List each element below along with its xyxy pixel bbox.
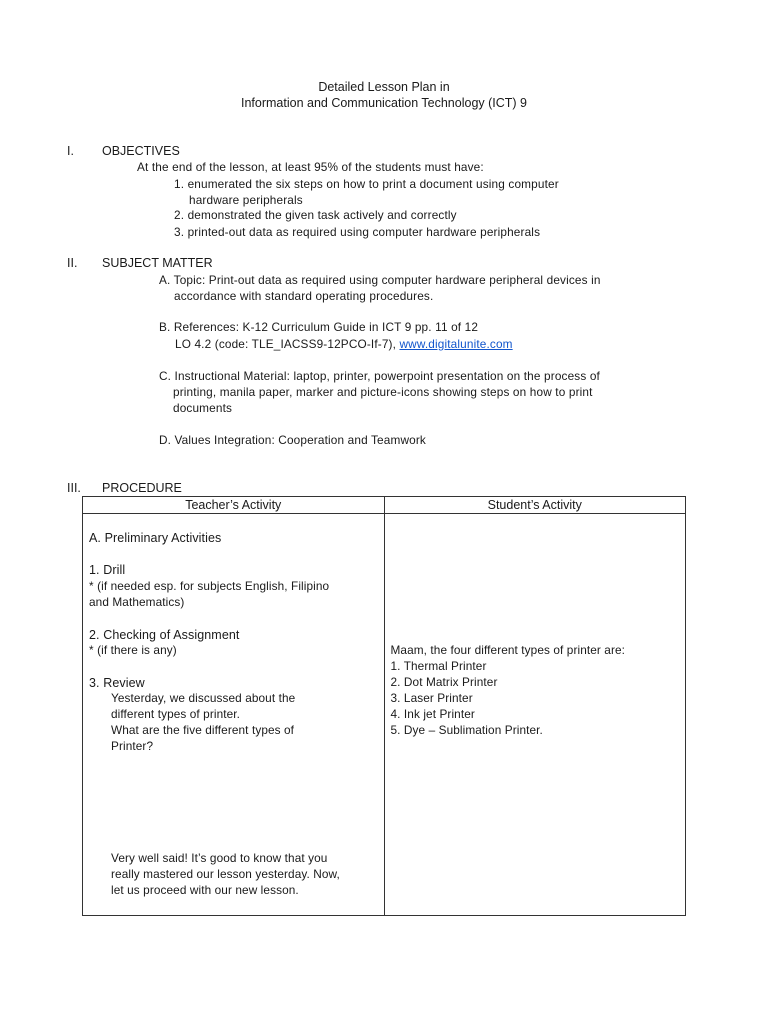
teacher-activity-cell: [83, 514, 385, 916]
review-line: Printer?: [111, 739, 154, 753]
review-line: What are the five different types of: [111, 723, 295, 737]
references-code: LO 4.2 (code: TLE_IACSS9-12PCO-If-7),: [175, 337, 397, 351]
procedure-number: III.: [67, 481, 81, 495]
student-answer-item: 3. Laser Printer: [390, 691, 473, 705]
procedure-heading: PROCEDURE: [102, 481, 182, 495]
references-line1: B. References: K-12 Curriculum Guide in ICT 9 pp. 11 of 12: [159, 320, 479, 334]
values-integration: D. Values Integration: Cooperation and Teamwork: [159, 433, 426, 447]
closing-line: Very well said! It’s good to know that you: [111, 851, 328, 865]
references-line2: [175, 336, 513, 352]
drill-note-line2: and Mathematics): [89, 595, 185, 609]
student-answer-item: 1. Thermal Printer: [390, 659, 487, 673]
student-answer-item: 2. Dot Matrix Printer: [390, 675, 498, 689]
review-line: different types of printer.: [111, 707, 241, 721]
teacher-activity-header: Teacher’s Activity: [83, 497, 385, 514]
objective-item-3: 3. printed-out data as required using computer hardware peripherals: [174, 225, 541, 239]
material-line2: printing, manila paper, marker and picture-icons showing steps on how to print: [173, 385, 593, 399]
review-line: Yesterday, we discussed about the: [111, 691, 296, 705]
drill-note-line1: * (if needed esp. for subjects English, Filipino: [89, 579, 330, 593]
drill-heading: 1. Drill: [89, 563, 126, 577]
document-title-line1: Detailed Lesson Plan in: [318, 80, 450, 94]
preliminary-activities: A. Preliminary Activities: [89, 531, 222, 545]
checking-heading: 2. Checking of Assignment: [89, 628, 240, 642]
material-line3: documents: [173, 401, 233, 415]
references-link[interactable]: www.digitalunite.com: [399, 337, 513, 351]
student-activity-cell: [384, 514, 686, 916]
student-answer-item: 4. Ink jet Printer: [390, 707, 475, 721]
objective-item-1: 1. enumerated the six steps on how to print a document using computer: [174, 177, 559, 191]
student-answer-item: 5. Dye – Sublimation Printer.: [390, 723, 543, 737]
objectives-number: I.: [67, 144, 74, 158]
closing-line: let us proceed with our new lesson.: [111, 883, 299, 897]
student-answer-intro: Maam, the four different types of printer are:: [390, 643, 626, 657]
procedure-table: [82, 496, 686, 916]
objectives-heading: OBJECTIVES: [102, 144, 180, 158]
subject-matter-heading: SUBJECT MATTER: [102, 256, 213, 270]
subject-matter-number: II.: [67, 256, 78, 270]
objective-item-2: 2. demonstrated the given task actively and correctly: [174, 208, 457, 222]
document-title-line2: Information and Communication Technology (ICT) 9: [240, 96, 528, 110]
objectives-intro: At the end of the lesson, at least 95% of the students must have:: [137, 160, 484, 174]
topic-line1: A. Topic: Print-out data as required using computer hardware peripheral devices in: [159, 273, 601, 287]
closing-line: really mastered our lesson yesterday. Now,: [111, 867, 340, 881]
review-heading: 3. Review: [89, 676, 145, 690]
objective-item-1-cont: hardware peripherals: [189, 193, 303, 207]
checking-note: * (if there is any): [89, 643, 177, 657]
topic-line2: accordance with standard operating procedures.: [174, 289, 434, 303]
student-activity-header: Student’s Activity: [384, 497, 686, 514]
material-line1: C. Instructional Material: laptop, printer, powerpoint presentation on the process of: [159, 369, 600, 383]
